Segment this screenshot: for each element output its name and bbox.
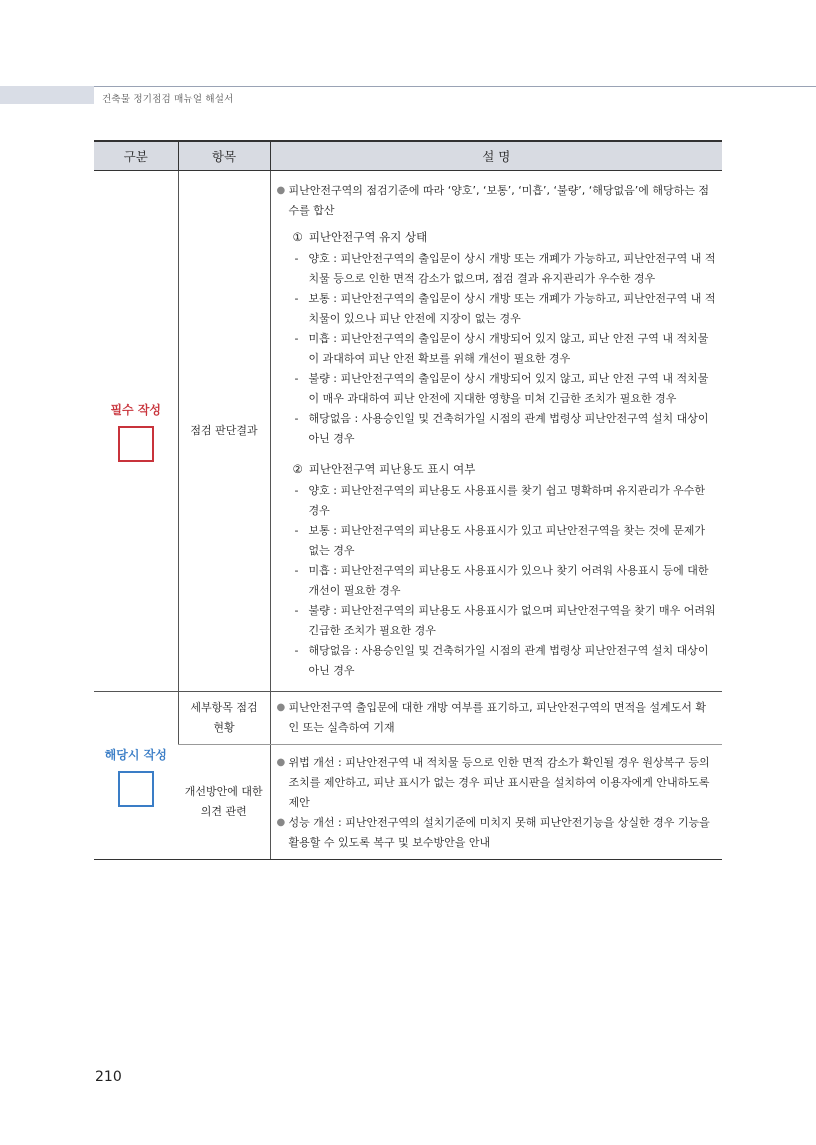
list-item: - 미흡 : 피난안전구역의 피난용도 사용표시가 있으나 찾기 어려워 사용표시 등에 대한 개선이 필요한 경우 [294,564,709,597]
section-heading-1: ① 피난안전구역 유지 상태 [292,230,428,244]
section-heading-2: ② 피난안전구역 피난용도 표시 여부 [292,462,476,476]
list-item: - 해당없음 : 사용승인일 및 건축허가일 시점의 관계 법령상 피난안전구역 설치 대상이 아닌 경우 [294,644,709,677]
list-item: - 불량 : 피난안전구역의 출입문이 상시 개방되어 있지 않고, 피난 안전 구역 내 적치물이 매우 과대하여 피난 안전에 지대한 영향을 미쳐 긴급한 조치가 필요한 경우 [294,372,709,405]
column-header-description: 설 명 [270,141,722,171]
item-cell-detail-status: 세부항목 점검 현황 [178,692,270,745]
table-row-required [94,171,722,692]
category-cell-required [94,171,178,692]
bullet-icon: ● [276,757,286,768]
list-item: - 해당없음 : 사용승인일 및 건축허가일 시점의 관계 법령상 피난안전구역 설치 대상이 아닌 경우 [294,412,709,445]
category-cell-optional [94,692,178,860]
bullet-point: ● 피난안전구역 출입문에 대한 개방 여부를 표기하고, 피난안전구역의 면적을 설계도서 확인 또는 실측하여 기재 [277,698,717,738]
list-item: - 미흡 : 피난안전구역의 출입문이 상시 개방되어 있지 않고, 피난 안전 구역 내 적치물이 과대하여 피난 안전 확보를 위해 개선이 필요한 경우 [294,332,709,365]
bullet-icon: ● [276,702,286,713]
item-cell-improvement-opinion: 개선방안에 대한 의견 관련 [178,745,270,860]
table-row-detail-status [94,692,722,745]
required-checkbox[interactable] [118,426,154,462]
optional-checkbox[interactable] [118,771,154,807]
list-item: - 보통 : 피난안전구역의 피난용도 사용표시가 있고 피난안전구역을 찾는 것에 문제가 없는 경우 [294,524,705,557]
description-cell-improvement-opinion [270,745,722,860]
bullet-point [277,181,717,221]
bullet-text: 피난안전구역의 점검기준에 따라 ‘양호’, ‘보통’, ‘미흡’, ‘불량’, ‘해당없음’에 해당하는 점수를 합산 [288,184,709,217]
list-item: - 양호 : 피난안전구역의 피난용도 사용표시를 찾기 쉽고 명확하며 유지관리가 우수한 경우 [294,484,705,517]
bullet-icon: ● [276,185,286,196]
header-accent-bar [0,86,94,104]
item-cell-judgement: 점검 판단결과 [178,171,270,692]
list-item: - 불량 : 피난안전구역의 피난용도 사용표시가 없으며 피난안전구역을 찾기 매우 어려워 긴급한 조치가 필요한 경우 [294,604,716,637]
category-label-optional: 해당시 작성 [104,747,167,762]
table-row-improvement-opinion [94,745,722,860]
manual-table [94,140,722,860]
column-header-category: 구분 [94,141,178,171]
list-item: - 보통 : 피난안전구역의 출입문이 상시 개방 또는 개폐가 가능하고, 피난안전구역 내 적치물이 있으나 피난 안전에 지장이 없는 경우 [294,292,716,325]
column-header-item: 항목 [178,141,270,171]
bullet-point: ● 성능 개선 : 피난안전구역의 설치기준에 미치지 못해 피난안전기능을 상실한 경우 기능을 활용할 수 있도록 복구 및 보수방안을 안내 [277,813,717,853]
running-title: 건축물 정기점검 매뉴얼 해설서 [102,94,234,105]
table-header-row [94,141,722,171]
header-rule [94,86,816,87]
bullet-point: ● 위법 개선 : 피난안전구역 내 적치물 등으로 인한 면적 감소가 확인될 경우 원상복구 등의 조치를 제안하고, 피난 표시가 없는 경우 피난 표시판을 설치하여 이용자에게 안내하도록 제안 [277,753,717,813]
category-label-required: 필수 작성 [110,403,162,417]
description-cell-judgement [270,171,722,692]
page-number: 210 [95,1069,122,1085]
list-item: - 양호 : 피난안전구역의 출입문이 상시 개방 또는 개폐가 가능하고, 피난안전구역 내 적치물 등으로 인한 면적 감소가 없으며, 점검 결과 유지관리가 우수한 경우 [294,252,716,285]
bullet-icon: ● [276,817,286,828]
description-cell-detail-status [270,692,722,745]
